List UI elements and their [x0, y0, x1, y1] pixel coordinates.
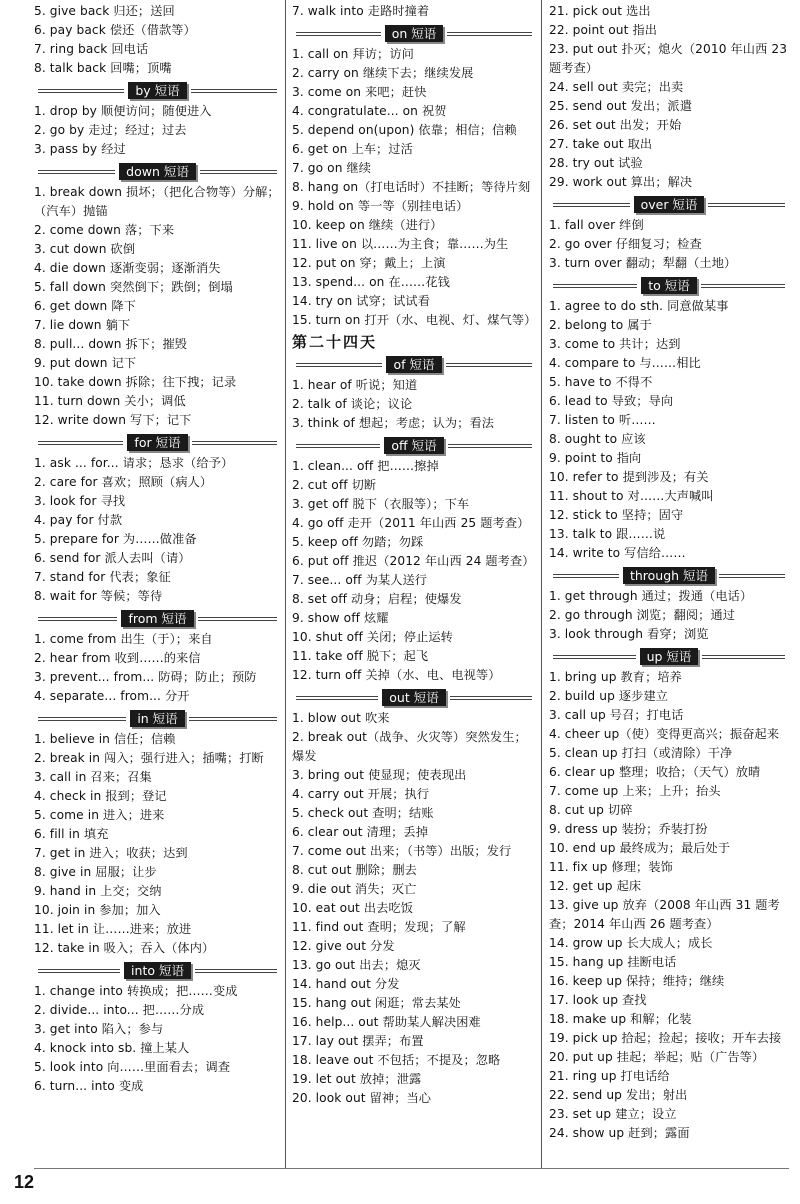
phrase-entry: 16. keep up 保持；维持；继续: [549, 974, 725, 988]
section-title: through 短语: [623, 567, 715, 584]
section-title: to 短语: [641, 277, 697, 294]
phrase-entry: 3. call up 号召；打电话: [549, 708, 684, 722]
section-title: up 短语: [640, 648, 699, 665]
phrase-entry: 11. turn down 关小；调低: [34, 394, 186, 408]
phrase-entry: 24. sell out 卖完；出卖: [549, 80, 684, 94]
phrase-entry: 10. shut off 关闭；停止运转: [292, 630, 453, 644]
phrase-entry: 2. carry on 继续下去；继续发展: [292, 66, 474, 80]
phrase-entry: 5. give back 归还；送回: [34, 4, 175, 18]
phrase-entry: 6. get down 降下: [34, 299, 136, 313]
phrase-entry: 25. send out 发出；派遣: [549, 99, 693, 113]
phrase-entry: 10. take down 拆除；往下拽；记录: [34, 375, 237, 389]
phrase-entry: 5. fall down 突然倒下；跌倒；倒塌: [34, 280, 233, 294]
phrase-entry: 3. get off 脱下（衣服等）；下车: [292, 497, 470, 511]
phrase-entry: 9. put down 记下: [34, 356, 137, 370]
phrase-entry: 26. set out 出发；开始: [549, 118, 682, 132]
section-title: from 短语: [121, 610, 193, 627]
phrase-entry: 4. check in 报到；登记: [34, 789, 167, 803]
phrase-entry: 2. care for 喜欢；照顾（病人）: [34, 475, 213, 489]
column-divider: [541, 0, 542, 1168]
phrase-entry: 9. point to 指向: [549, 451, 642, 465]
phrase-entry: 1. change into 转换成；把……变成: [34, 984, 238, 998]
phrase-entry: 5. clean up 打扫（或清除）干净: [549, 746, 733, 760]
phrase-entry: 2. come down 落；下来: [34, 223, 175, 237]
phrase-entry: 6. get on 上车；过活: [292, 142, 413, 156]
section-header: [34, 610, 281, 627]
header-rule: [38, 969, 120, 973]
phrase-section: [549, 277, 789, 563]
phrase-entry: 22. send up 发出；射出: [549, 1088, 688, 1102]
phrase-entry: 21. pick out 选出: [549, 4, 651, 18]
phrase-entry: 14. grow up 长大成人；成长: [549, 936, 713, 950]
phrase-entry: 23. put out 扑灭；熄火（2010 年山西 23 题考查）: [549, 42, 788, 75]
phrase-list: [292, 45, 536, 330]
page-number: 12: [14, 1172, 35, 1192]
phrase-entry: 10. keep on 继续（进行）: [292, 218, 443, 232]
phrase-section: [34, 610, 281, 706]
phrase-section: [34, 163, 281, 430]
phrase-entry: 1. clean... off 把……擦掉: [292, 459, 439, 473]
phrase-entry: 2. go over 仔细复习；检查: [549, 237, 702, 251]
phrase-entry: 12. give out 分发: [292, 939, 395, 953]
phrase-entry: 13. go out 出去；熄灭: [292, 958, 421, 972]
section-title: on 短语: [385, 25, 444, 42]
phrase-entry: 8. talk back 回嘴；顶嘴: [34, 61, 172, 75]
column-divider: [285, 0, 286, 1168]
phrase-entry: 15. turn on 打开（水、电视、灯、煤气等）: [292, 313, 537, 327]
phrase-entry: 3. prevent... from... 防碍；防止；预防: [34, 670, 257, 684]
section-header: [34, 710, 281, 727]
phrase-entry: 9. dress up 装扮；乔装打扮: [549, 822, 708, 836]
header-rule: [448, 444, 532, 448]
header-rule: [450, 696, 532, 700]
phrase-section: [34, 962, 281, 1096]
phrase-section: [292, 689, 536, 1108]
section-title: off 短语: [384, 437, 443, 454]
phrase-entry: 3. cut down 砍倒: [34, 242, 136, 256]
phrase-entry: 5. look into 向……里面看去；调查: [34, 1060, 231, 1074]
phrase-entry: 1. drop by 顺便访问；随便进入: [34, 104, 212, 118]
phrase-entry: 5. have to 不得不: [549, 375, 653, 389]
phrase-entry: 2. go through 浏览；翻阅；通过: [549, 608, 736, 622]
column-right: [549, 2, 789, 1143]
header-rule: [553, 203, 630, 207]
phrase-entry: 14. try on 试穿；试试看: [292, 294, 431, 308]
phrase-list: [549, 297, 789, 563]
phrase-entry: 8. set off 动身；启程；使爆发: [292, 592, 462, 606]
header-rule: [192, 441, 277, 445]
phrase-entry: 7. go on 继续: [292, 161, 372, 175]
section-header: [549, 648, 789, 665]
section-title: down 短语: [119, 163, 196, 180]
header-rule: [719, 574, 785, 578]
phrase-entry: 1. break down 损坏；（把化合物等）分解；（汽车）抛锚: [34, 185, 280, 218]
lead-list: [34, 2, 281, 78]
phrase-entry: 16. help... out 帮助某人解决困难: [292, 1015, 481, 1029]
phrase-entry: 1. hear of 听说；知道: [292, 378, 418, 392]
phrase-entry: 5. come in 进入；进来: [34, 808, 165, 822]
header-rule: [189, 717, 277, 721]
phrase-entry: 2. hear from 收到……的来信: [34, 651, 201, 665]
phrase-entry: 12. stick to 坚持；固守: [549, 508, 684, 522]
phrase-entry: 17. look up 查找: [549, 993, 647, 1007]
phrase-entry: 5. prepare for 为……做准备: [34, 532, 197, 546]
section-title: by 短语: [128, 82, 186, 99]
phrase-entry: 4. cheer up（使）变得更高兴；振奋起来: [549, 727, 780, 741]
phrase-entry: 9. die out 消失；灭亡: [292, 882, 417, 896]
phrase-entry: 3. come on 来吧；赶快: [292, 85, 427, 99]
phrase-entry: 12. take in 吸入；吞入（体内）: [34, 941, 215, 955]
section-title: out 短语: [382, 689, 445, 706]
phrase-section: [549, 196, 789, 273]
phrase-entry: 3. look through 看穿；浏览: [549, 627, 709, 641]
phrase-list: [292, 457, 536, 685]
phrase-entry: 3. come to 共计；达到: [549, 337, 681, 351]
phrase-entry: 4. knock into sb. 撞上某人: [34, 1041, 190, 1055]
header-rule: [38, 617, 117, 621]
day-title: 第二十四天: [292, 333, 378, 351]
phrase-entry: 9. hold on 等一等（别挂电话）: [292, 199, 469, 213]
phrase-list: [292, 709, 536, 1108]
phrase-entry: 6. clear up 整理；收拾；（天气）放晴: [549, 765, 761, 779]
header-rule: [195, 969, 277, 973]
phrase-entry: 1. call on 拜访；访问: [292, 47, 414, 61]
phrase-entry: 2. break in 闯入；强行进入；插嘴；打断: [34, 751, 264, 765]
phrase-entry: 11. take off 脱下；起飞: [292, 649, 429, 663]
phrase-entry: 11. let in 让……进来；放进: [34, 922, 192, 936]
phrase-section: [549, 648, 789, 1143]
phrase-list: [34, 982, 281, 1096]
phrase-entry: 6. put off 推迟（2012 年山西 24 题考查）: [292, 554, 535, 568]
header-rule: [38, 170, 115, 174]
phrase-entry: 29. work out 算出；解决: [549, 175, 693, 189]
phrase-entry: 1. come from 出生（于）；来自: [34, 632, 213, 646]
section-title: into 短语: [124, 962, 191, 979]
header-rule: [38, 441, 123, 445]
section-header: [34, 163, 281, 180]
phrase-section: [292, 356, 536, 433]
phrase-entry: 8. hang on（打电话时）不挂断；等待片刻: [292, 180, 531, 194]
phrase-entry: 12. put on 穿；戴上；上演: [292, 256, 446, 270]
section-header: [34, 82, 281, 99]
section-header: [292, 689, 536, 706]
phrase-entry: 3. get into 陷入；参与: [34, 1022, 164, 1036]
phrase-entry: 11. fix up 修理；装饰: [549, 860, 673, 874]
header-rule: [701, 284, 785, 288]
phrase-entry: 6. pay back 偿还（借款等）: [34, 23, 196, 37]
phrase-entry: 1. fall over 绊倒: [549, 218, 644, 232]
section-title: for 短语: [127, 434, 187, 451]
phrase-entry: 21. ring up 打电话给: [549, 1069, 670, 1083]
phrase-list: [549, 668, 789, 1143]
phrase-section: [549, 567, 789, 644]
phrase-list: [549, 587, 789, 644]
phrase-entry: 19. pick up 拾起；捡起；接收；开车去接: [549, 1031, 782, 1045]
phrase-entry: 18. leave out 不包括；不提及；忽略: [292, 1053, 501, 1067]
phrase-entry: 2. divide... into... 把……分成: [34, 1003, 205, 1017]
phrase-entry: 12. get up 起床: [549, 879, 642, 893]
phrase-entry: 5. check out 查明；结账: [292, 806, 434, 820]
phrase-entry: 8. give in 屈服；让步: [34, 865, 157, 879]
phrase-entry: 6. send for 派人去叫（请）: [34, 551, 191, 565]
phrase-section: [34, 434, 281, 606]
phrase-section: [292, 25, 536, 330]
header-rule: [191, 89, 277, 93]
phrase-entry: 10. eat out 出去吃饭: [292, 901, 414, 915]
phrase-entry: 14. write to 写信给……: [549, 546, 686, 560]
phrase-entry: 7. get in 进入；收获；达到: [34, 846, 188, 860]
header-rule: [38, 717, 126, 721]
phrase-entry: 7. ring back 回电话: [34, 42, 149, 56]
phrase-entry: 10. end up 最终成为；最后处于: [549, 841, 731, 855]
phrase-entry: 2. build up 逐步建立: [549, 689, 669, 703]
header-rule: [296, 444, 380, 448]
phrase-entry: 20. put up 挂起；举起；贴（广告等）: [549, 1050, 765, 1064]
section-header: [549, 277, 789, 294]
phrase-section: [34, 82, 281, 159]
phrase-section: [34, 710, 281, 958]
phrase-entry: 3. look for 寻找: [34, 494, 126, 508]
header-rule: [296, 696, 378, 700]
footer-rule: [34, 1168, 789, 1169]
section-header: [34, 434, 281, 451]
phrase-entry: 1. ask ... for... 请求；恳求（给予）: [34, 456, 234, 470]
phrase-entry: 2. cut off 切断: [292, 478, 377, 492]
phrase-entry: 3. bring out 使显现；使表现出: [292, 768, 467, 782]
phrase-entry: 10. join in 参加；加入: [34, 903, 161, 917]
phrase-entry: 28. try out 试验: [549, 156, 643, 170]
column-middle: [292, 2, 536, 1108]
phrase-entry: 10. refer to 提到涉及；有关: [549, 470, 709, 484]
phrase-entry: 13. give up 放弃（2008 年山西 31 题考查；2014 年山西 26 题考查）: [549, 898, 780, 931]
section-title: of 短语: [386, 356, 441, 373]
phrase-list: [34, 454, 281, 606]
phrase-entry: 11. live on 以……为主食；靠……为生: [292, 237, 509, 251]
section-title: in 短语: [130, 710, 184, 727]
phrase-entry: 19. let out 放掉；泄露: [292, 1072, 422, 1086]
phrase-entry: 7. walk into 走路时撞着: [292, 4, 430, 18]
lead-list: [292, 2, 536, 21]
phrase-entry: 4. compare to 与……相比: [549, 356, 701, 370]
phrase-entry: 12. write down 写下；记下: [34, 413, 192, 427]
phrase-entry: 15. hang up 挂断电话: [549, 955, 677, 969]
header-rule: [38, 89, 124, 93]
phrase-entry: 8. cut up 切碎: [549, 803, 633, 817]
phrase-entry: 3. turn over 翻动；犁翻（土地）: [549, 256, 737, 270]
phrase-entry: 1. blow out 吹来: [292, 711, 390, 725]
section-header: [292, 356, 536, 373]
phrase-list: [34, 630, 281, 706]
lead-list: [549, 2, 789, 192]
phrase-entry: 2. go by 走过；经过；过去: [34, 123, 187, 137]
header-rule: [708, 203, 785, 207]
header-rule: [447, 32, 532, 36]
phrase-list: [34, 102, 281, 159]
phrase-list: [34, 730, 281, 958]
phrase-entry: 13. spend... on 在……花钱: [292, 275, 450, 289]
phrase-entry: 5. keep off 勿踏；勿踩: [292, 535, 424, 549]
phrase-entry: 4. die down 逐渐变弱；逐渐消失: [34, 261, 221, 275]
header-rule: [296, 32, 381, 36]
phrase-entry: 6. clear out 清理；丢掉: [292, 825, 429, 839]
phrase-entry: 9. show off 炫耀: [292, 611, 389, 625]
phrase-list: [549, 216, 789, 273]
header-rule: [296, 363, 382, 367]
phrase-section: [292, 437, 536, 685]
phrase-entry: 1. agree to do sth. 同意做某事: [549, 299, 729, 313]
phrase-entry: 3. call in 召来；召集: [34, 770, 152, 784]
phrase-entry: 2. break out（战争、火灾等）突然发生；爆发: [292, 730, 527, 763]
column-left: [34, 2, 281, 1096]
phrase-entry: 11. shout to 对……大声喊叫: [549, 489, 714, 503]
section-title: over 短语: [634, 196, 705, 213]
phrase-entry: 1. get through 通过；拨通（电话）: [549, 589, 753, 603]
phrase-entry: 18. make up 和解；化装: [549, 1012, 692, 1026]
phrase-entry: 2. talk of 谈论；议论: [292, 397, 413, 411]
phrase-entry: 17. lay out 摆弄；布置: [292, 1034, 424, 1048]
section-header: [549, 567, 789, 584]
phrase-entry: 4. carry out 开展；执行: [292, 787, 430, 801]
phrase-entry: 1. bring up 教育；培养: [549, 670, 682, 684]
phrase-entry: 4. go off 走开（2011 年山西 25 题考查）: [292, 516, 530, 530]
phrase-entry: 6. fill in 填充: [34, 827, 109, 841]
section-header: [292, 437, 536, 454]
phrase-entry: 20. look out 留神；当心: [292, 1091, 432, 1105]
phrase-entry: 5. depend on(upon) 依靠；相信；信赖: [292, 123, 517, 137]
phrase-entry: 8. cut out 删除；删去: [292, 863, 417, 877]
phrase-entry: 2. belong to 属于: [549, 318, 652, 332]
phrase-entry: 4. separate... from... 分开: [34, 689, 190, 703]
header-rule: [553, 655, 636, 659]
phrase-entry: 7. come out 出来；（书等）出版；发行: [292, 844, 512, 858]
phrase-entry: 14. hand out 分发: [292, 977, 400, 991]
phrase-entry: 8. wait for 等候；等待: [34, 589, 163, 603]
phrase-entry: 6. turn... into 变成: [34, 1079, 144, 1093]
section-header: [292, 25, 536, 42]
phrase-entry: 24. show up 赶到；露面: [549, 1126, 690, 1140]
phrase-entry: 7. listen to 听……: [549, 413, 656, 427]
phrase-entry: 7. see... off 为某人送行: [292, 573, 428, 587]
header-rule: [553, 574, 619, 578]
phrase-list: [292, 376, 536, 433]
section-header: [549, 196, 789, 213]
phrase-list: [34, 183, 281, 430]
phrase-entry: 1. believe in 信任；信赖: [34, 732, 176, 746]
header-rule: [446, 363, 532, 367]
phrase-entry: 6. lead to 导致；导向: [549, 394, 674, 408]
phrase-entry: 7. come up 上来；上升；抬头: [549, 784, 721, 798]
phrase-entry: 7. stand for 代表；象征: [34, 570, 171, 584]
header-rule: [702, 655, 785, 659]
phrase-entry: 11. find out 查明；发现；了解: [292, 920, 466, 934]
phrase-entry: 4. congratulate... on 祝贺: [292, 104, 447, 118]
phrase-entry: 4. pay for 付款: [34, 513, 123, 527]
phrase-entry: 7. lie down 躺下: [34, 318, 131, 332]
phrase-entry: 8. pull... down 拆下；摧毁: [34, 337, 188, 351]
phrase-entry: 3. pass by 经过: [34, 142, 126, 156]
phrase-entry: 27. take out 取出: [549, 137, 653, 151]
phrase-entry: 8. ought to 应该: [549, 432, 646, 446]
phrase-entry: 9. hand in 上交；交纳: [34, 884, 162, 898]
section-header: [34, 962, 281, 979]
header-rule: [553, 284, 637, 288]
header-rule: [198, 617, 277, 621]
phrase-entry: 23. set up 建立；设立: [549, 1107, 677, 1121]
phrase-entry: 3. think of 想起；考虑；认为；看法: [292, 416, 495, 430]
phrase-entry: 15. hang out 闲逛；常去某处: [292, 996, 461, 1010]
phrase-entry: 22. point out 指出: [549, 23, 658, 37]
header-rule: [200, 170, 277, 174]
phrase-entry: 13. talk to 跟……说: [549, 527, 666, 541]
phrase-entry: 12. turn off 关掉（水、电、电视等）: [292, 668, 501, 682]
